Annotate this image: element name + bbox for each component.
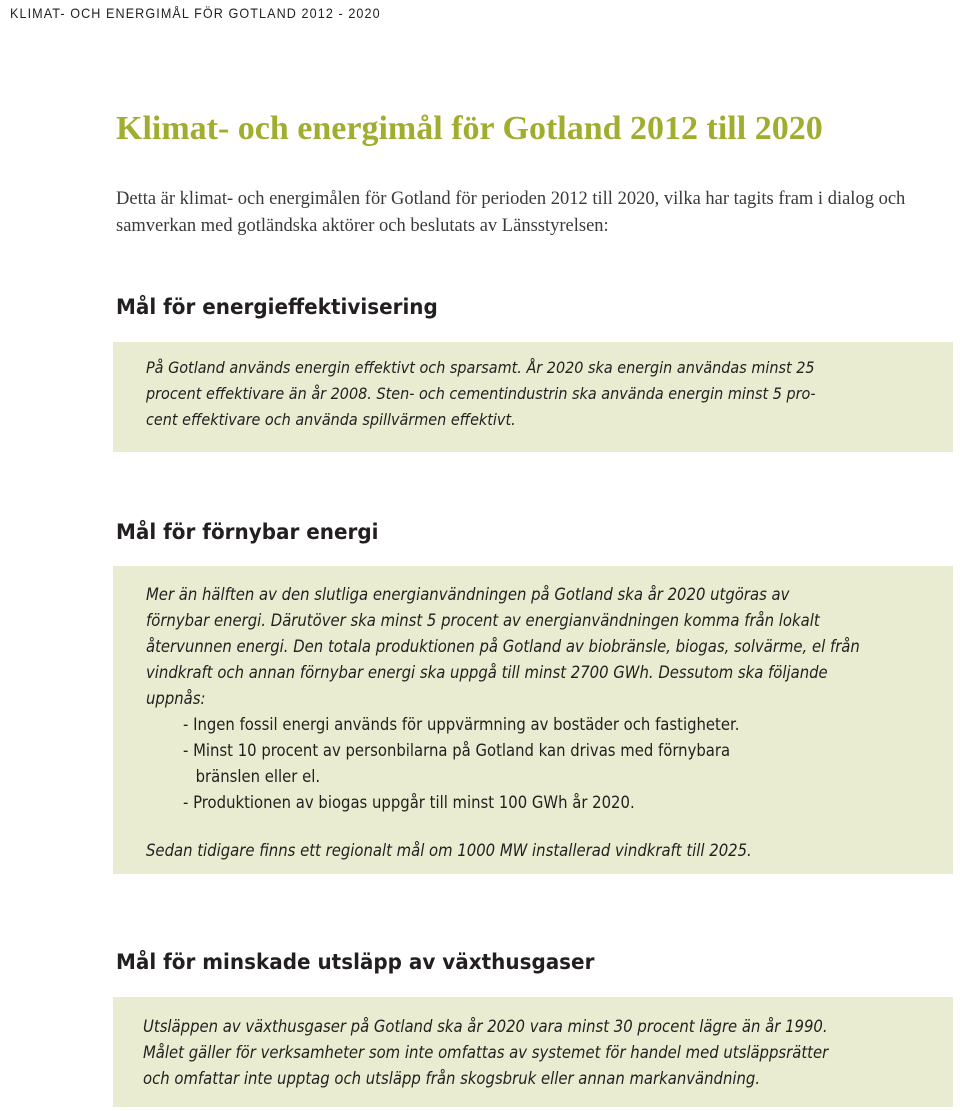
emissions-box [113, 997, 953, 1107]
list-item: - Produktionen av biogas uppgår till minst 100 GWh år 2020. [183, 793, 635, 812]
emissions-text [143, 1014, 904, 1092]
section-heading-energy-efficiency: Mål för energieffektivisering [116, 295, 438, 319]
text-line: Utsläppen av växthusgaser på Gotland ska år 2020 vara minst 30 procent lägre än år 1990. [143, 1017, 828, 1036]
text-line: procent effektivare än år 2008. Sten- och cementindustrin ska använda energin minst 5 pro- [146, 384, 816, 403]
energy-efficiency-box [113, 342, 953, 452]
page-title: Klimat- och energimål för Gotland 2012 till 2020 [116, 110, 823, 147]
wind-power-note: Sedan tidigare finns ett regionalt mål om 1000 MW installerad vindkraft till 2025. [146, 841, 752, 860]
text-line: cent effektivare och använda spillvärmen effektivt. [146, 410, 516, 429]
list-item-continuation: bränslen eller el. [195, 767, 321, 786]
renewable-energy-bullet-list [183, 712, 801, 816]
text-line: återvunnen energi. Den totala produktionen på Gotland av biobränsle, biogas, solvärme, el från [146, 637, 860, 656]
text-line: förnybar energi. Därutöver ska minst 5 procent av energianvändningen komma från lokalt [146, 611, 820, 630]
text-line: På Gotland används energin effektivt och sparsamt. År 2020 ska energin användas minst 25 [146, 358, 815, 377]
renewable-energy-box [113, 566, 953, 874]
section-heading-emissions: Mål för minskade utsläpp av växthusgaser [116, 950, 595, 974]
running-header: KLIMAT- OCH ENERGIMÅL FÖR GOTLAND 2012 - 2020 [10, 5, 381, 21]
text-line: Mer än hälften av den slutliga energianvändningen på Gotland ska år 2020 utgöras av [146, 585, 790, 604]
text-line: Målet gäller för verksamheter som inte omfattas av systemet för handel med utsläppsrätter [143, 1043, 829, 1062]
intro-paragraph: Detta är klimat- och energimålen för Gotland för perioden 2012 till 2020, vilka har tagits fram i dialog och samverkan med gotländska aktörer och beslutats av Länsstyrelsen: [116, 189, 906, 236]
renewable-energy-text [146, 582, 939, 712]
text-line: uppnås: [146, 689, 206, 708]
list-item: - Minst 10 procent av personbilarna på Gotland kan drivas med förnybara [183, 741, 731, 760]
list-item: - Ingen fossil energi används för uppvärmning av bostäder och fastigheter. [183, 715, 740, 734]
text-line: vindkraft och annan förnybar energi ska uppgå till minst 2700 GWh. Dessutom ska följande [146, 663, 828, 682]
section-heading-renewable-energy: Mål för förnybar energi [116, 520, 379, 544]
energy-efficiency-text [146, 355, 890, 433]
text-line: och omfattar inte upptag och utsläpp från skogsbruk eller annan markanvändning. [143, 1069, 761, 1088]
